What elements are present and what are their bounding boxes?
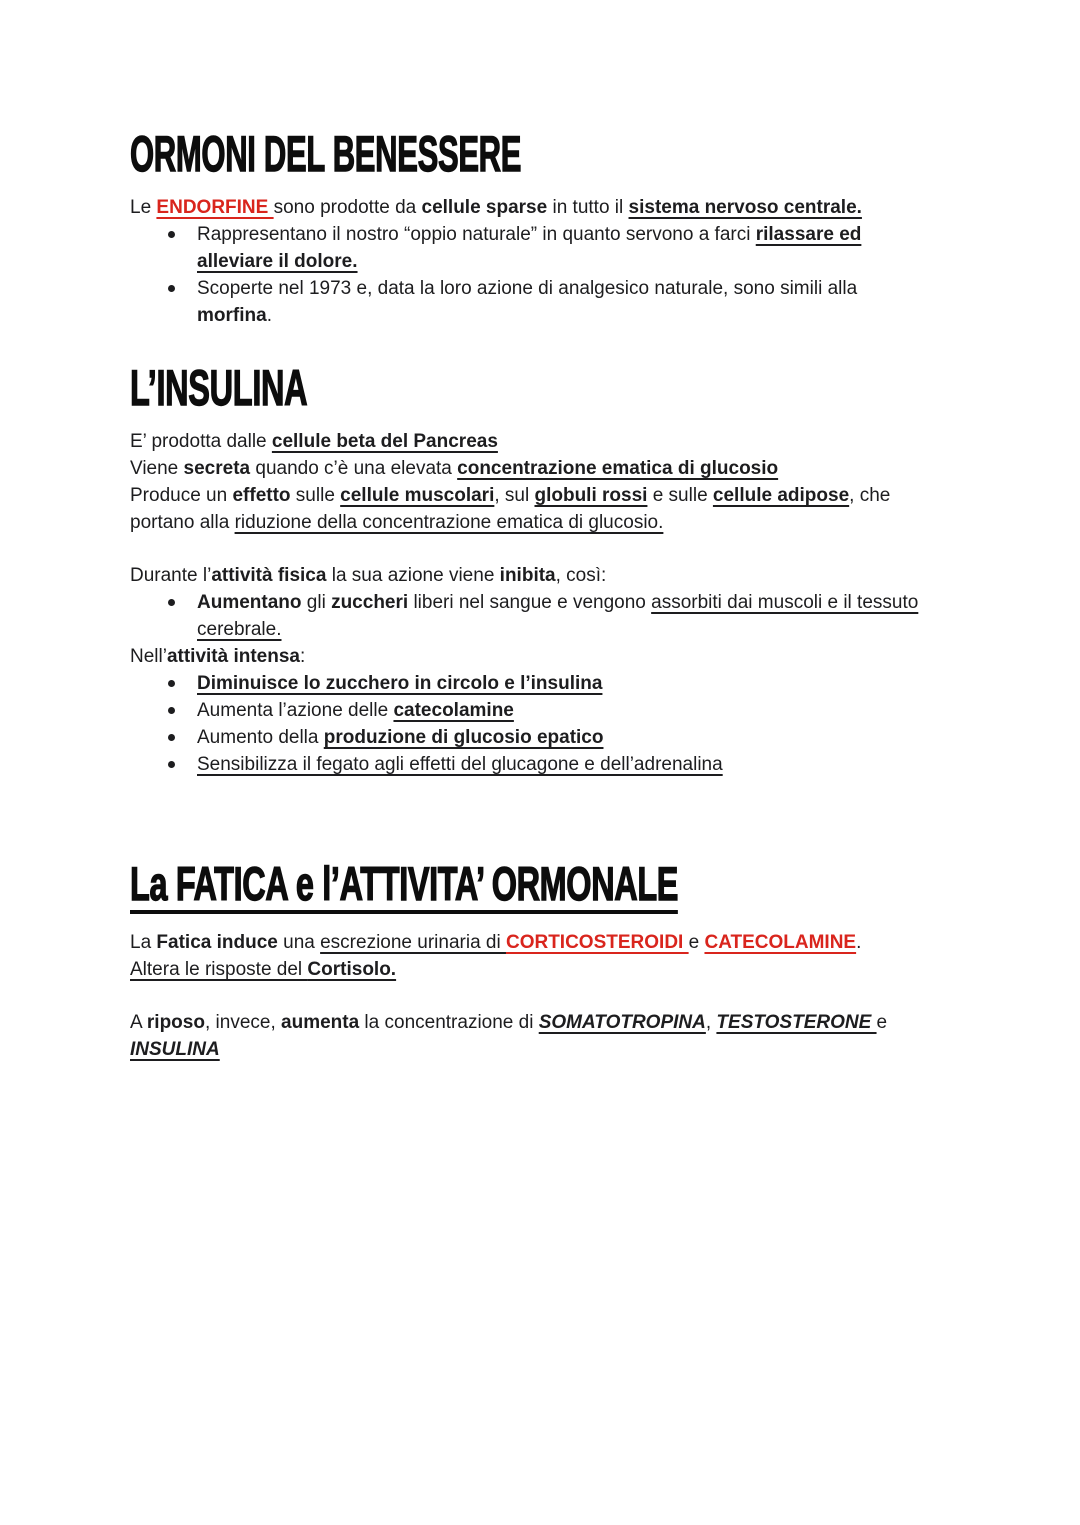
text-segment: quando c’è una elevata	[250, 458, 458, 479]
text-segment: aumenta	[281, 1012, 360, 1033]
text-segment: Aumentano	[197, 592, 302, 613]
bullet-item	[130, 697, 950, 724]
text-segment: secreta	[183, 458, 251, 479]
heading-text	[130, 128, 521, 180]
heading-la-fatica-attivita-ormonale	[130, 857, 950, 914]
text-segment: cellule beta del Pancreas	[271, 431, 498, 452]
text-segment: Rappresentano il nostro “oppio naturale” in quanto servono a farci	[197, 224, 756, 245]
text-segment: , così:	[555, 565, 607, 586]
text-segment: La FATICA e l’ATTIVITA’ ORMONALE	[130, 857, 679, 910]
text-segment: attività intensa	[166, 646, 300, 667]
text-segment: gli	[301, 592, 332, 613]
heading-ormoni-del-benessere	[130, 128, 950, 180]
text-segment: cellule sparse	[421, 197, 548, 218]
text-segment: CORTICOSTEROIDI	[505, 932, 689, 953]
text-segment: Aumenta l’azione delle	[197, 700, 394, 721]
paragraph-line	[130, 194, 950, 221]
text-segment: Nell’	[130, 646, 167, 667]
text-segment: sono prodotte da	[273, 197, 422, 218]
text-segment: escrezione urinaria di	[320, 932, 506, 953]
text-segment: assorbiti dai muscoli e il tessuto	[651, 592, 919, 613]
text-segment: Viene	[130, 458, 184, 479]
bullet-item	[130, 724, 950, 751]
bullet-item	[130, 589, 950, 616]
text-segment: .	[266, 305, 272, 326]
text-segment: :	[300, 646, 306, 667]
text-segment: la concentrazione di	[359, 1012, 539, 1033]
bullet-item	[130, 670, 950, 697]
blank-line	[130, 983, 950, 1009]
text-segment: .	[856, 932, 862, 953]
text-segment: alleviare il dolore.	[197, 251, 358, 272]
text-segment: CATECOLAMINE	[704, 932, 857, 953]
heading-l-insulina	[130, 362, 950, 414]
bullet-continuation-line	[130, 616, 950, 643]
bullet-item	[130, 751, 950, 778]
text-segment: INSULINA	[130, 1039, 220, 1060]
text-segment: Scoperte nel 1973 e, data la loro azione di analgesico naturale, sono simili alla	[197, 278, 858, 299]
text-segment: , che	[849, 485, 891, 506]
paragraph-line	[130, 509, 950, 536]
bullet-item	[130, 221, 950, 248]
text-segment: Fatica induce	[156, 932, 278, 953]
paragraph-line	[130, 1009, 950, 1036]
heading-text	[130, 362, 307, 414]
paragraph-line	[130, 562, 950, 589]
text-segment: e	[688, 932, 705, 953]
text-segment: Altera le risposte del	[130, 959, 308, 980]
text-segment: zuccheri	[331, 592, 409, 613]
text-segment: riposo	[146, 1012, 205, 1033]
paragraph-line	[130, 428, 950, 455]
text-segment: Aumento della	[197, 727, 324, 748]
text-segment: Sensibilizza il fegato agli effetti del glucagone e dell’adrenalina	[197, 754, 723, 775]
text-segment: effetto	[232, 485, 291, 506]
text-segment: TESTOSTERONE	[716, 1012, 877, 1033]
paragraph-line	[130, 1036, 950, 1063]
text-segment: liberi nel sangue e vengono	[408, 592, 652, 613]
text-segment: , sul	[494, 485, 535, 506]
paragraph-line	[130, 956, 950, 983]
text-segment: inibita	[499, 565, 556, 586]
paragraph-line	[130, 929, 950, 956]
text-segment: portano alla	[130, 512, 235, 533]
text-segment: Diminuisce lo zucchero in circolo e l’insulina	[197, 673, 603, 694]
text-segment: Durante l’	[130, 565, 212, 586]
text-segment: produzione di glucosio epatico	[323, 727, 604, 748]
text-segment: cellule muscolari	[340, 485, 495, 506]
text-segment: cellule adipose	[712, 485, 850, 506]
blank-line	[130, 536, 950, 562]
text-segment: catecolamine	[393, 700, 514, 721]
paragraph-line	[130, 643, 950, 670]
heading-text	[130, 857, 679, 914]
text-segment: sistema nervoso centrale.	[628, 197, 862, 218]
bullet-continuation-line	[130, 248, 950, 275]
text-segment: morfina	[197, 305, 267, 326]
text-segment: E’ prodotta dalle	[130, 431, 272, 452]
bullet-item	[130, 275, 950, 302]
text-segment: cerebrale.	[197, 619, 282, 640]
text-segment: ,	[705, 1012, 717, 1033]
text-segment: Produce un	[130, 485, 233, 506]
paragraph-line	[130, 482, 950, 509]
text-segment: e sulle	[647, 485, 713, 506]
text-segment: Le	[130, 197, 157, 218]
text-segment: globuli rossi	[534, 485, 648, 506]
text-segment: rilassare ed	[755, 224, 862, 245]
text-segment: attività fisica	[211, 565, 327, 586]
text-segment: A	[130, 1012, 147, 1033]
text-segment: ENDORFINE	[156, 197, 274, 218]
paragraph-line	[130, 455, 950, 482]
text-segment: una	[277, 932, 321, 953]
text-segment: L’INSULINA	[130, 360, 308, 416]
text-segment: SOMATOTROPINA	[538, 1012, 706, 1033]
text-segment: La	[130, 932, 157, 953]
text-segment: concentrazione ematica di glucosio	[457, 458, 779, 479]
document-content	[130, 128, 950, 1063]
text-segment: riduzione della concentrazione ematica di glucosio.	[234, 512, 664, 533]
text-segment: Cortisolo.	[307, 959, 397, 980]
text-segment: ORMONI DEL BENESSERE	[130, 126, 522, 182]
text-segment: la sua azione viene	[326, 565, 500, 586]
text-segment: e	[876, 1012, 888, 1033]
bullet-continuation-line	[130, 302, 950, 329]
text-segment: sulle	[290, 485, 341, 506]
text-segment: , invece,	[204, 1012, 282, 1033]
text-segment: in tutto il	[547, 197, 629, 218]
